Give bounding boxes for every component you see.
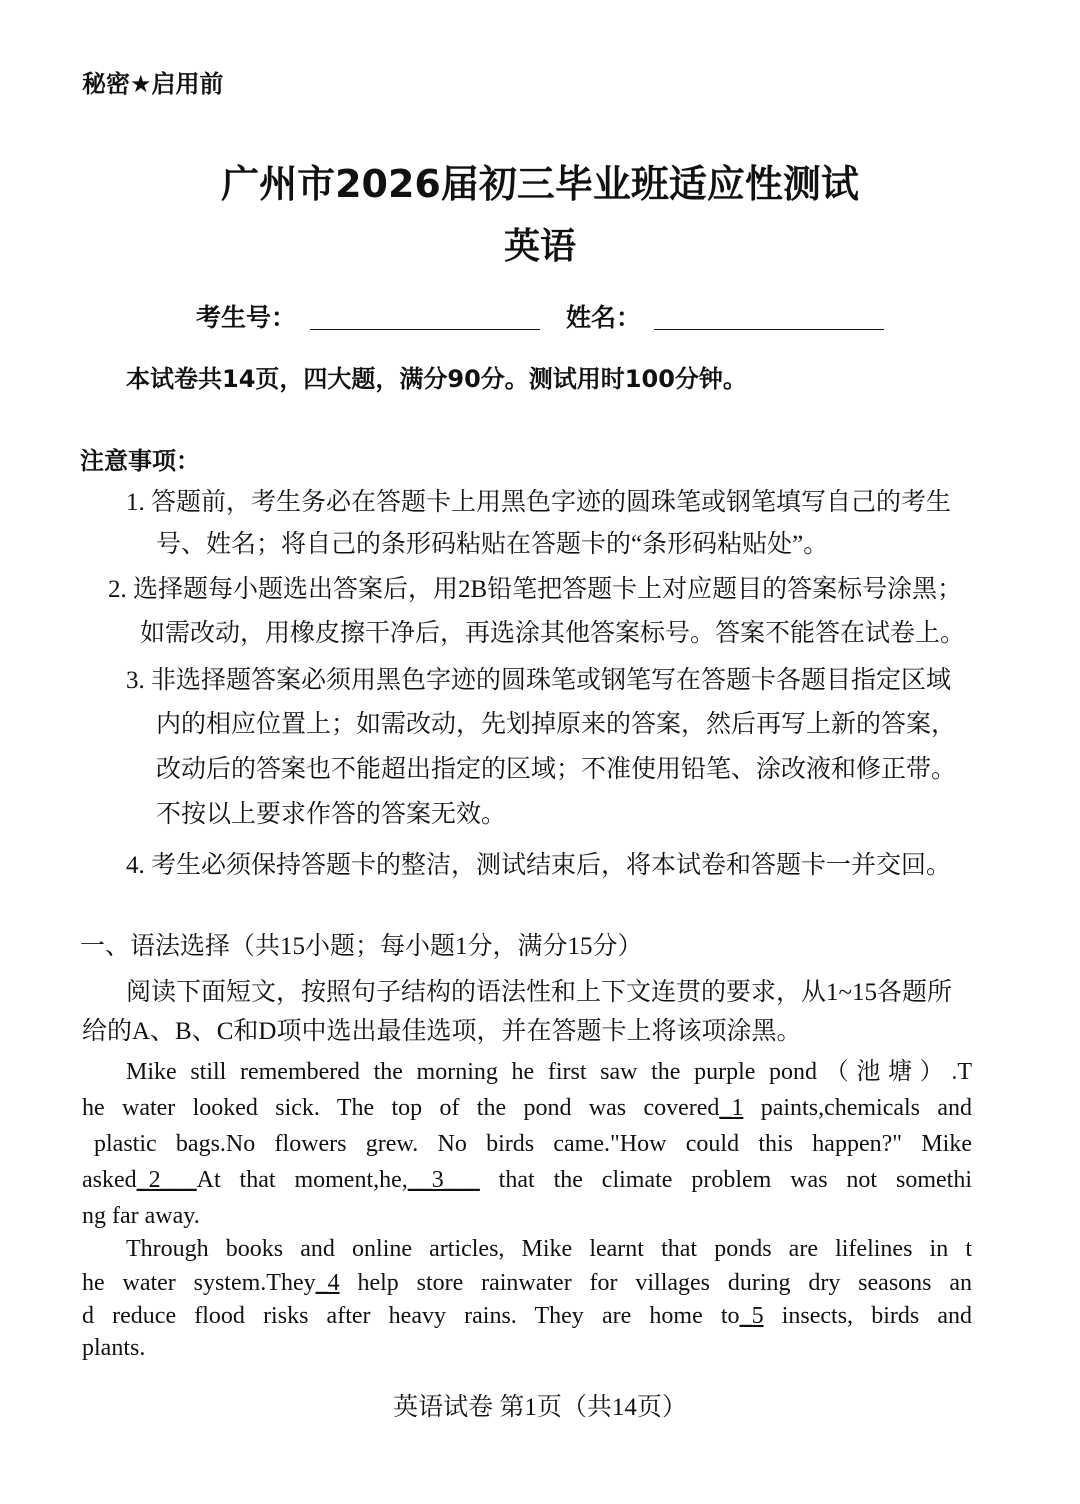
passage-text: Through books and online articles, Mike learnt that ponds are lifelines in t [126,1236,972,1262]
passage-line [82,1336,972,1360]
notice-line: 号、姓名；将自己的条形码粘贴在答题卡的“条形码粘贴处”。 [156,531,829,558]
passage-text: d reduce flood risks after heavy rains. They are home to [82,1303,740,1329]
passage-text: plastic bags.No flowers grew. No birds came."How could this happen?" Mike [94,1131,972,1157]
confidential-mark: 秘密★启用前 [82,70,224,98]
answer-blank: __3___ [407,1167,480,1193]
notice-line: 内的相应位置上；如需改动，先划掉原来的答案，然后再写上新的答案， [156,711,957,738]
passage-line [82,1304,972,1328]
answer-blank: _4 [315,1270,340,1296]
passage-line [94,1132,972,1156]
passage-line [126,1060,972,1084]
passage-text: he water looked sick. The top of the pond was covered [82,1095,720,1121]
exam-number-label: 考生号： [196,303,297,332]
passage-line [126,1237,972,1261]
notice-line: 1. 答题前，考生务必在答题卡上用黑色字迹的圆珠笔或钢笔填写自己的考生 [126,489,952,516]
section-instructions: 给的A、B、C和D项中选出最佳选项，并在答题卡上将该项涂黑。 [82,1018,802,1045]
notice-line: 改动后的答案也不能超出指定的区域；不准使用铅笔、涂改液和修正带。 [156,756,957,783]
passage-line [82,1096,972,1120]
passage-text: he water system.They [82,1270,316,1296]
passage-text: Mike still remembered the morning he first saw the purple pond（池塘）.T [126,1059,972,1085]
passage-text: asked [82,1167,137,1193]
notice-heading: 注意事项： [80,447,200,475]
answer-blank: _5 [739,1303,764,1329]
name-field[interactable] [654,329,884,330]
notice-line: 3. 非选择题答案必须用黑色字迹的圆珠笔或钢笔写在答题卡各题目指定区域 [126,667,952,694]
answer-blank: _1 [719,1095,744,1121]
passage-text: ng far away. [82,1203,200,1229]
section-heading: 一、语法选择（共15小题；每小题1分，满分15分） [80,933,643,960]
exam-intro: 本试卷共14页，四大题，满分90分。测试用时100分钟。 [126,365,747,393]
passage-line [82,1204,972,1228]
notice-line: 4. 考生必须保持答题卡的整洁，测试结束后，将本试卷和答题卡一并交回。 [126,852,952,879]
answer-blank: _2___ [136,1167,197,1193]
notice-line: 2. 选择题每小题选出答案后，用2B铅笔把答题卡上对应题目的答案标号涂黑； [108,576,963,603]
passage-text: At that moment,he, [196,1167,408,1193]
page-title: 广州市2026届初三毕业班适应性测试 [221,162,859,206]
passage-text: plants. [82,1335,146,1361]
passage-text: that the climate problem was not somethi [479,1167,973,1193]
passage-text: help store rainwater for villages during dry seasons an [339,1270,972,1296]
notice-line: 不按以上要求作答的答案无效。 [156,801,507,828]
exam-number-field[interactable] [310,329,540,330]
subject-title: 英语 [503,226,576,267]
passage-text: insects, birds and [763,1303,972,1329]
passage-line [82,1168,972,1192]
page-footer: 英语试卷 第1页（共14页） [393,1394,687,1421]
section-instructions: 阅读下面短文，按照句子结构的语法性和上下文连贯的要求，从1~15各题所 [126,979,953,1006]
notice-line: 如需改动，用橡皮擦干净后，再选涂其他答案标号。答案不能答在试卷上。 [140,620,966,647]
passage-line [82,1271,972,1295]
name-label: 姓名： [566,303,642,332]
passage-text: paints,chemicals and [743,1095,973,1121]
